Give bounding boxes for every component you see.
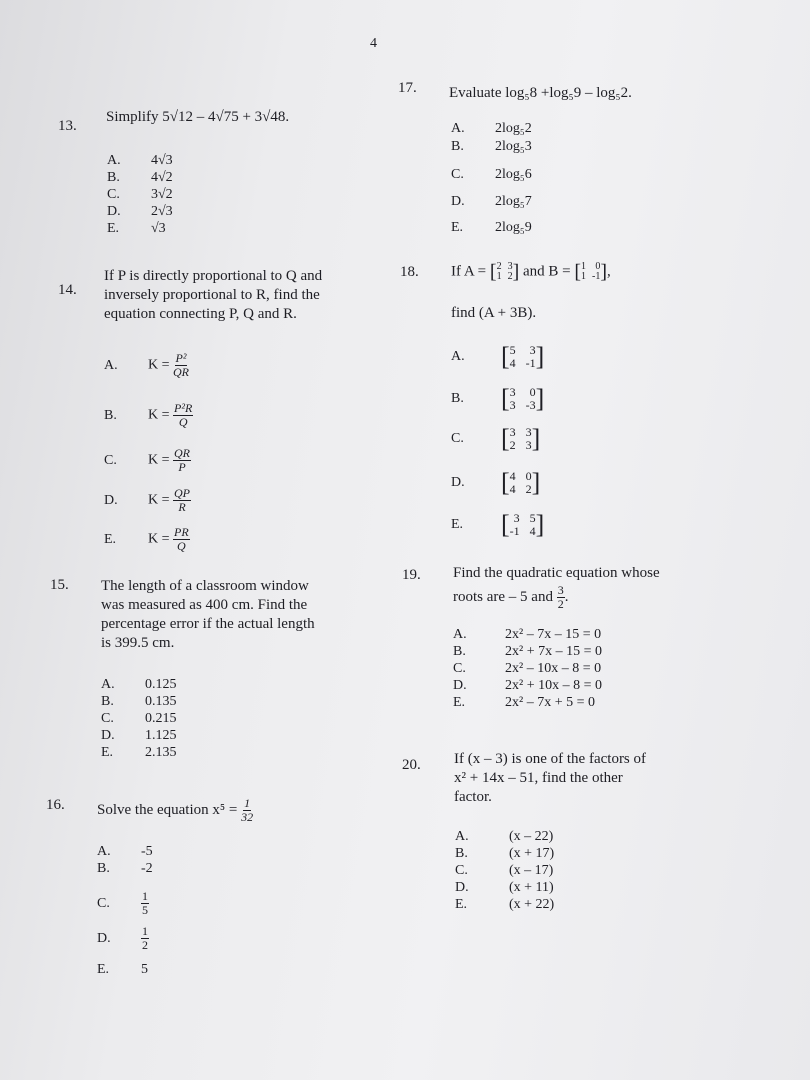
q19-stem1: Find the quadratic equation whose [453, 565, 660, 581]
option-value: 3√2 [151, 187, 173, 202]
q13-options [107, 152, 173, 237]
option-matrix: [ 5 3 4 -1 ] [501, 342, 545, 371]
stem-line: inversely proportional to R, find the [104, 287, 320, 303]
fraction [173, 352, 189, 379]
stem-line: If (x – 3) is one of the factors of [454, 751, 647, 767]
matrix-cell: 2 [509, 438, 516, 452]
q14-option-d [104, 487, 191, 514]
numerator: 1 [244, 796, 251, 810]
q18-option-b [451, 386, 544, 412]
q16-option-e [97, 961, 148, 978]
option-label: A. [104, 357, 118, 373]
option-label: A. [107, 153, 121, 168]
q17-option-a [451, 120, 532, 137]
matrix-cell: 0 [525, 469, 532, 483]
q17-option-d [451, 193, 532, 210]
option-label: C. [451, 167, 464, 182]
matrix-cell: 3 [525, 438, 532, 452]
option-label: B. [104, 407, 117, 423]
option-value: 2x² + 7x – 15 = 0 [505, 644, 602, 659]
option-label: C. [97, 895, 110, 911]
option-value: 2x² – 7x – 15 = 0 [505, 627, 602, 642]
option [453, 694, 602, 711]
matrix-cell: 2 [525, 482, 532, 496]
option-lhs: K = [148, 407, 170, 423]
option-label: A. [451, 349, 465, 365]
option [101, 744, 177, 761]
fraction [173, 526, 190, 553]
denominator: 5 [142, 903, 148, 917]
denominator: 2 [142, 938, 148, 952]
stem-line: factor. [454, 789, 492, 805]
q18-stem: If A = [ 2 3 1 2 ] and B = [ 1 0 1 -1 ] , [451, 261, 611, 283]
denominator: R [178, 500, 186, 514]
option-value: 2log₅7 [495, 194, 532, 209]
numerator: PR [174, 525, 189, 539]
q15-stem [101, 577, 315, 653]
numerator: 1 [142, 889, 148, 903]
matrix-cell: 3 [525, 425, 532, 439]
fraction [557, 584, 565, 611]
fraction [173, 402, 193, 429]
option-label: B. [451, 139, 464, 154]
matrix-cell: 3 [529, 343, 536, 357]
q18-option-c [451, 426, 540, 452]
fraction [241, 797, 253, 824]
option-label: E. [453, 695, 466, 710]
option-value: 2.135 [145, 745, 177, 760]
q20-number: 20. [402, 757, 421, 773]
stem-text: roots are – 5 and [453, 588, 553, 605]
q17-number: 17. [398, 80, 417, 96]
numerator: P² [175, 351, 187, 365]
numerator: P²R [174, 401, 193, 415]
q19-number: 19. [402, 567, 421, 583]
option-value: 2log₅2 [495, 121, 532, 136]
option-value: 1.125 [145, 728, 177, 743]
option-label: C. [451, 431, 464, 447]
option [107, 169, 173, 186]
option [455, 862, 554, 879]
option-value: 0.215 [145, 711, 177, 726]
option-value: 2log₅9 [495, 220, 532, 235]
option-value: √3 [151, 221, 166, 236]
matrix-cell: 4 [509, 482, 516, 496]
option-label: C. [104, 452, 117, 468]
matrix-cell: 3 [509, 425, 516, 439]
denominator: Q [178, 415, 188, 429]
option-value: 5 [141, 962, 148, 977]
option-label: C. [455, 863, 468, 878]
option-label: C. [453, 661, 466, 676]
option-label: D. [451, 475, 465, 491]
option [455, 828, 554, 845]
numerator: 3 [557, 583, 564, 597]
option-value: 2√3 [151, 204, 173, 219]
option-matrix: [ 3 5 -1 4 ] [501, 510, 545, 539]
option-label: A. [453, 627, 467, 642]
option [453, 626, 602, 643]
option-lhs: K = [148, 357, 170, 373]
option-label: E. [101, 745, 114, 760]
option [455, 896, 554, 913]
matrix-a: [ 2 3 1 2 ] [489, 261, 520, 283]
option-value: 4√3 [151, 153, 173, 168]
option-value: -5 [141, 844, 153, 859]
stem-line: The length of a classroom window [101, 578, 309, 594]
option [455, 845, 554, 862]
matrix-cell: 0 [595, 261, 601, 272]
matrix-cell: -1 [525, 356, 536, 370]
option-label: B. [101, 694, 114, 709]
option-matrix: [ 3 0 3 -3 ] [501, 384, 545, 413]
option [453, 677, 602, 694]
option-label: B. [455, 846, 468, 861]
denominator: 2 [557, 597, 564, 611]
fraction [141, 925, 149, 952]
option [101, 676, 177, 693]
q16-stem [97, 797, 253, 824]
q14-option-e [104, 526, 190, 553]
matrix-cell: 3 [509, 385, 516, 399]
q14-option-b [104, 402, 193, 429]
q20-options [455, 828, 554, 913]
option [453, 660, 602, 677]
denominator: Q [177, 539, 186, 553]
option-label: D. [453, 678, 467, 693]
option [453, 643, 602, 660]
q14-stem [104, 267, 322, 324]
option-value: 4√2 [151, 170, 173, 185]
matrix-cell: 4 [509, 356, 516, 370]
q14-option-a [104, 352, 189, 379]
option-label: D. [101, 728, 115, 743]
matrix-cell: 3 [513, 511, 520, 525]
q18-option-d [451, 470, 540, 496]
option-label: A. [101, 677, 115, 692]
matrix-cell: 3 [509, 398, 516, 412]
option-value: (x + 22) [509, 897, 555, 912]
stem-text: If A = [451, 263, 487, 280]
option-value: 0.135 [145, 694, 177, 709]
option [101, 710, 177, 727]
q16-option-c [97, 890, 149, 917]
option-label: E. [104, 531, 117, 547]
option [101, 693, 177, 710]
option-label: A. [455, 829, 469, 844]
option-label: A. [97, 844, 111, 859]
stem-line: If P is directly proportional to Q and [104, 268, 323, 284]
q18-number: 18. [400, 264, 419, 280]
stem-line: was measured as 400 cm. Find the [101, 597, 308, 613]
matrix-cell: 0 [529, 385, 536, 399]
matrix-cell: -1 [592, 271, 601, 282]
option [107, 152, 173, 169]
page-number: 4 [370, 36, 377, 51]
q17-stem: Evaluate log₅8 +log₅9 – log₅2. [449, 85, 632, 101]
q14-option-c [104, 447, 191, 474]
option-label: B. [451, 391, 464, 407]
option-label: E. [107, 221, 120, 236]
q19-options [453, 626, 602, 711]
option-value: (x – 22) [509, 829, 554, 844]
q20-stem [454, 750, 646, 807]
option [107, 220, 173, 237]
q17-option-c [451, 166, 532, 183]
stem-text: Solve the equation x⁵ = [97, 801, 238, 818]
option-value: 2log₅3 [495, 139, 532, 154]
matrix-cell: 2 [496, 261, 502, 272]
option-label: D. [455, 880, 469, 895]
stem-text: and B = [522, 263, 571, 280]
option-label: E. [455, 897, 468, 912]
q16-option-d [97, 925, 149, 952]
option-label: C. [101, 711, 114, 726]
matrix-cell: 5 [529, 511, 536, 525]
option-value: (x + 17) [509, 846, 555, 861]
q18-stem2: find (A + 3B). [451, 305, 537, 321]
matrix-cell: -1 [509, 524, 520, 538]
option [107, 186, 173, 203]
denominator: QR [173, 365, 190, 379]
q18-option-e [451, 512, 544, 538]
option-value: (x + 11) [509, 880, 554, 895]
q18-option-a [451, 344, 544, 370]
option [455, 879, 554, 896]
numerator: 1 [142, 924, 148, 938]
option-lhs: K = [148, 492, 170, 508]
matrix-cell: -3 [525, 398, 536, 412]
q14-number: 14. [58, 282, 77, 298]
matrix-cell: 1 [496, 271, 502, 282]
option-label: D. [107, 204, 121, 219]
q16-option-a [97, 843, 153, 860]
stem-line: x² + 14x – 51, find the other [454, 770, 623, 786]
option-value: 2x² – 10x – 8 = 0 [505, 661, 602, 676]
option-value: 2log₅6 [495, 167, 532, 182]
option-label: B. [107, 170, 120, 185]
option [101, 727, 177, 744]
option-label: B. [97, 861, 110, 876]
option-matrix: [ 4 0 4 2 ] [501, 468, 541, 497]
denominator: P [178, 460, 186, 474]
matrix-cell: 4 [529, 524, 536, 538]
matrix-cell: 1 [581, 261, 587, 272]
fraction [173, 487, 191, 514]
option-label: D. [97, 930, 111, 946]
matrix-cell: 3 [507, 261, 513, 272]
stem-line: equation connecting P, Q and R. [104, 306, 297, 322]
option-matrix: [ 3 3 2 3 ] [501, 424, 541, 453]
q13-stem: Simplify 5√12 – 4√75 + 3√48. [106, 109, 290, 125]
option-value: -2 [141, 861, 153, 876]
option [107, 203, 173, 220]
q16-option-b [97, 860, 153, 877]
q15-number: 15. [50, 577, 69, 593]
option-value: 0.125 [145, 677, 177, 692]
option-value: 2x² – 7x + 5 = 0 [505, 695, 595, 710]
option-label: D. [451, 194, 465, 209]
stem-line: percentage error if the actual length [101, 616, 315, 632]
matrix-cell: 1 [581, 271, 587, 282]
fraction [141, 890, 149, 917]
option-label: C. [107, 187, 120, 202]
fraction [173, 447, 191, 474]
q16-number: 16. [46, 797, 65, 813]
q17-option-b [451, 138, 532, 155]
matrix-cell: 2 [507, 271, 513, 282]
option-label: E. [97, 962, 110, 977]
denominator: 32 [241, 810, 254, 824]
numerator: QP [174, 486, 191, 500]
numerator: QR [174, 446, 191, 460]
option-label: E. [451, 517, 464, 533]
option-lhs: K = [148, 531, 170, 547]
option-label: A. [451, 121, 465, 136]
option-value: 2x² + 10x – 8 = 0 [505, 678, 602, 693]
matrix-cell: 5 [509, 343, 516, 357]
stem-line: is 399.5 cm. [101, 635, 175, 651]
q19-stem2: roots are – 5 and $\frac{3}{2}$ . [453, 583, 569, 611]
q15-options [101, 676, 177, 761]
q13-number: 13. [58, 118, 77, 134]
option-value: (x – 17) [509, 863, 554, 878]
option-label: E. [451, 220, 464, 235]
option-lhs: K = [148, 452, 170, 468]
matrix-b: [ 1 0 1 -1 ] [574, 261, 608, 283]
option-label: D. [104, 492, 118, 508]
option-label: B. [453, 644, 466, 659]
q17-option-e [451, 219, 532, 236]
matrix-cell: 4 [509, 469, 516, 483]
